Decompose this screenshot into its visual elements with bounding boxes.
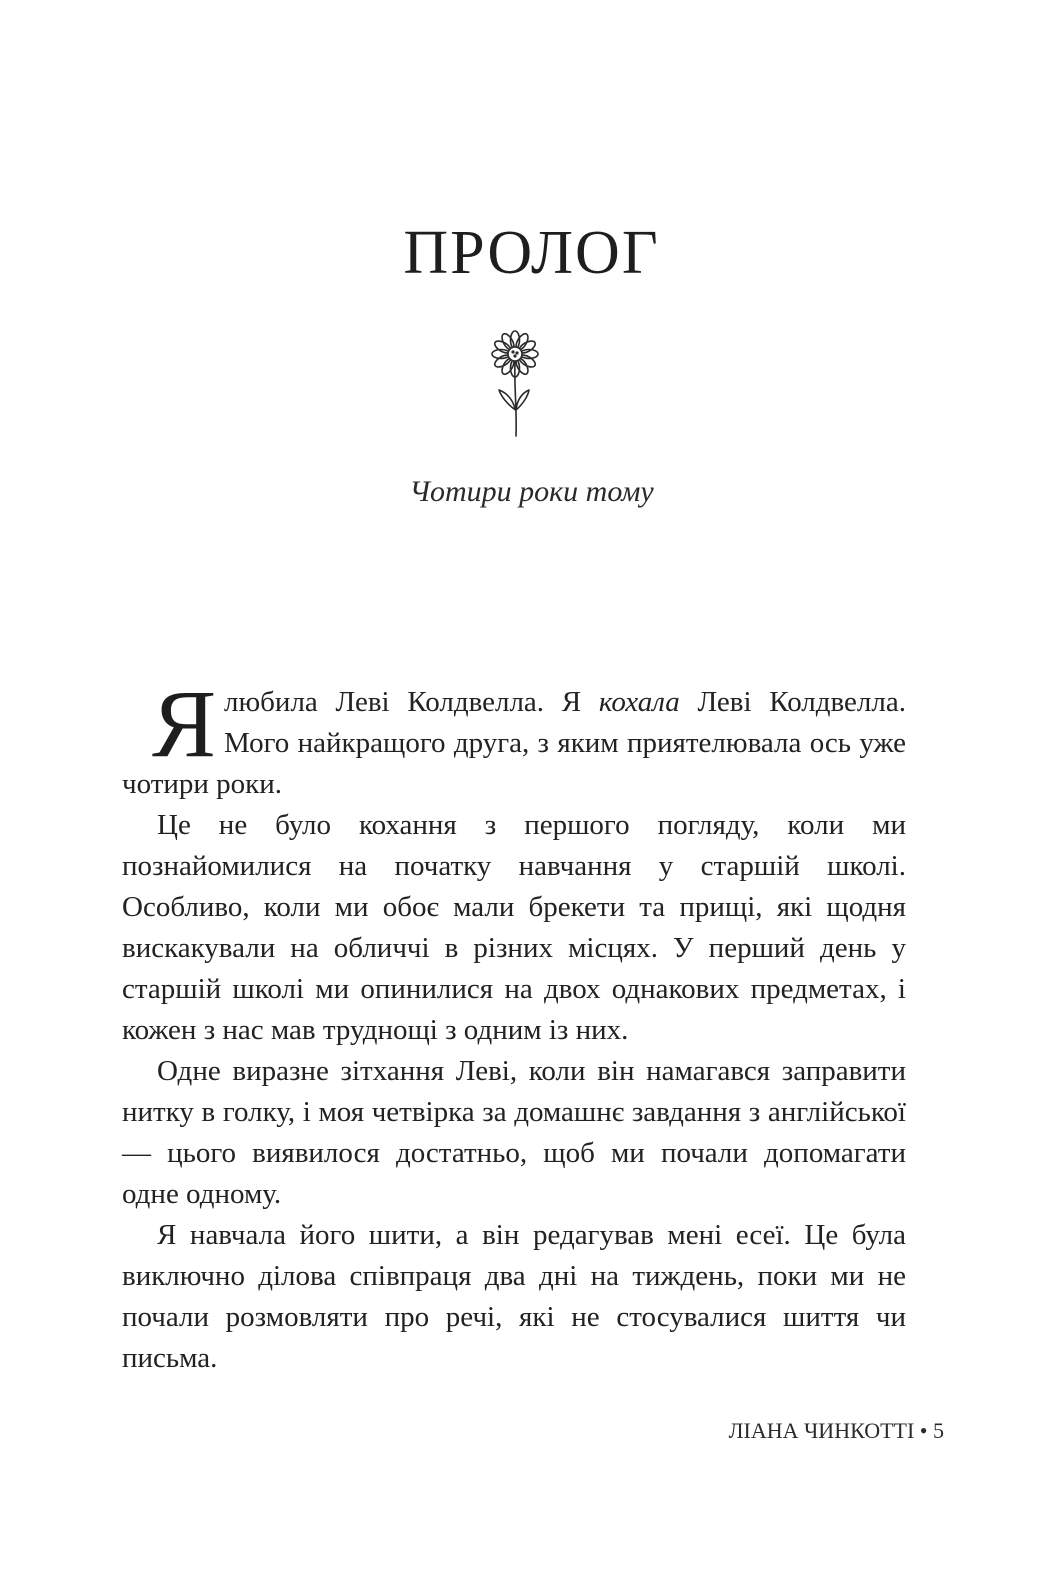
paragraph-1: Ялюбила Леві Колдвелла. Я кохала Леві Колдвелла. Мого найкращого друга, з яким приятелювала ось уже чотири роки. [122,670,906,800]
chapter-subtitle: Чотири роки тому [409,475,654,508]
chapter-title: ПРОЛОГ [403,219,660,287]
page-number: 5 [933,1418,944,1443]
paragraph-4: Я навчала його шити, а він редагував мені есеї. Це була виключно ділова співпраця два дні на тиждень, поки ми не почали розмовляти про речі, які не стосувалися шиття чи письма. [122,1219,906,1374]
daisy-flower-icon [479,330,551,440]
paragraph-3: Одне виразне зітхання Леві, коли він намагався заправити нитку в голку, і моя четвірка за домашнє завдання з англійської — цього виявилося достатньо, щоб ми почали допомагати одне одному. [122,1055,906,1210]
drop-cap: Я [152,670,217,777]
body-text [122,670,906,1379]
footer-separator: • [919,1418,928,1443]
page-footer [700,1418,944,1444]
emphasis-text: кохала [598,686,680,718]
paragraph-2: Це не було кохання з першого погляду, коли ми познайомилися на початку навчання у старшій школі. Особливо, коли ми обоє мали брекети та прищі, які щодня вискакували на обличчі в різних місцях. У перший день у старшій школі ми опинилися на двох однакових предметах, і кожен з нас мав труднощі з одним із них. [122,809,906,1046]
author-name: ЛІАНА ЧИНКОТТІ [728,1418,915,1443]
